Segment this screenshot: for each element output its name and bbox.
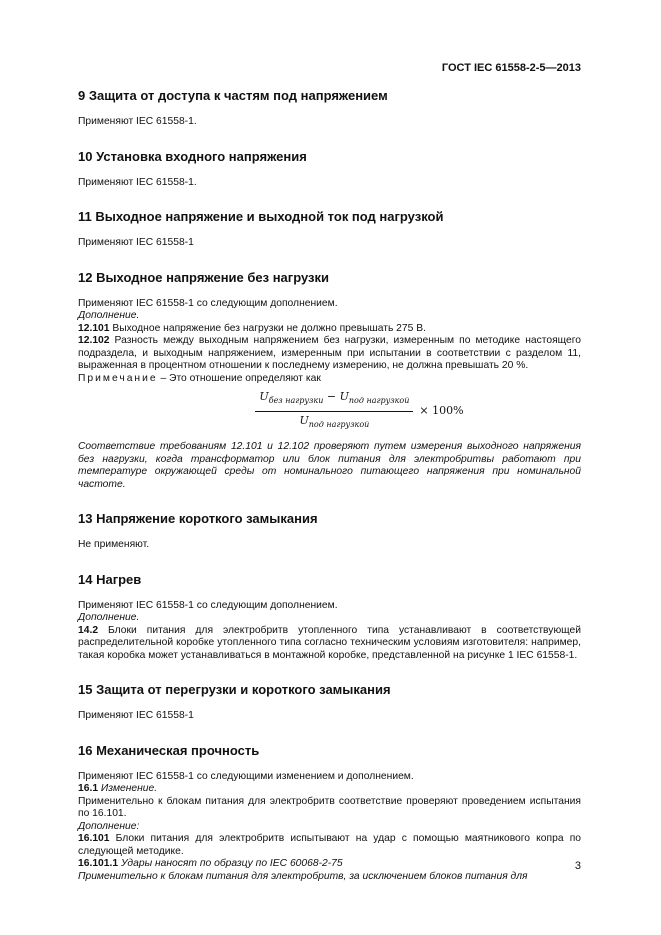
ratio-formula bbox=[138, 391, 581, 431]
section-16-addition-label: Дополнение: bbox=[78, 820, 140, 832]
clause-12-101-number: 12.101 bbox=[78, 322, 110, 334]
document-body bbox=[78, 88, 581, 883]
section-16-para-2: Применительно к блокам питания для электробритв соответствие проверяют проведением испытания по 16.101. bbox=[78, 795, 581, 820]
clause-12-102 bbox=[78, 335, 581, 373]
section-12-addition-label: Дополнение. bbox=[78, 310, 140, 321]
clause-12-102-number: 12.102 bbox=[78, 335, 110, 346]
page-number: 3 bbox=[574, 860, 581, 872]
note-text: – Это отношение определяют как bbox=[157, 372, 321, 384]
section-11-title: 11 Выходное напряжение и выходной ток под нагрузкой bbox=[78, 209, 444, 224]
clause-14-2 bbox=[78, 625, 581, 663]
section-16-title: 16 Механическая прочность bbox=[78, 742, 260, 758]
section-12-compliance: Соответствие требованиям 12.101 и 12.102 проверяют путем измерения выходного напряжения без нагрузки, когда трансформатор или блок питания для электробритвы работают при температуре окружающей среды от номинального питающего напряжения при номинальной частоте. bbox=[78, 441, 581, 490]
section-13-title: 13 Напряжение короткого замыкания bbox=[78, 511, 318, 527]
section-9-title: 9 Защита от доступа к частям под напряжением bbox=[78, 88, 388, 103]
clause-16-101-1-number: 16.101.1 bbox=[78, 858, 119, 870]
section-10-text: Применяют IEC 61558-1. bbox=[78, 176, 197, 188]
clause-16-101-number: 16.101 bbox=[78, 833, 110, 845]
section-14-title: 14 Нагрев bbox=[78, 571, 142, 587]
section-10-title: 10 Установка входного напряжения bbox=[78, 148, 307, 164]
section-14-addition-label: Дополнение. bbox=[78, 612, 140, 624]
note-label: Примечание bbox=[78, 372, 158, 384]
clause-16-101-1 bbox=[78, 858, 581, 871]
section-12-para-1: Применяют IEC 61558-1 со следующим дополнением. bbox=[78, 297, 338, 309]
document-code: ГОСТ IEC 61558-2-5—2013 bbox=[441, 62, 581, 74]
section-15-title: 15 Защита от перегрузки и короткого замыкания bbox=[78, 682, 391, 698]
clause-14-2-number: 14.2 bbox=[78, 624, 99, 636]
clause-12-101-text: Выходное напряжение без нагрузки не должно превышать 275 В. bbox=[109, 322, 426, 334]
section-16-para-1: Применяют IEC 61558-1 со следующими изменением и дополнением. bbox=[78, 770, 414, 782]
clause-14-2-text: Блоки питания для электробритв утопленного типа устанавливают в соответствующей распределительной коробке утопленного типа согласно техническим условиям изготовителя: например, такая коробка может устанавливаться в монтажной коробке, представленной на рисунке 1 IEC 61558-1. bbox=[78, 624, 581, 661]
clause-16-101-1-text: Удары наносят по образцу по IEC 60068-2-75 bbox=[118, 858, 343, 870]
section-12-title: 12 Выходное напряжение без нагрузки bbox=[78, 269, 329, 285]
clause-16-1-number: 16.1 bbox=[78, 783, 99, 795]
formula-numerator: $U_{без нагрузки} - U_{под нагрузкой}$ bbox=[255, 391, 413, 412]
formula-multiplier: × 100% bbox=[419, 403, 464, 417]
section-16-para-4: Применительно к блокам питания для электробритв, за исключением блоков питания для bbox=[78, 870, 528, 882]
clause-16-1-text: Изменение. bbox=[98, 783, 158, 795]
section-13-text: Не применяют. bbox=[78, 539, 150, 551]
section-9-text: Применяют IEC 61558-1. bbox=[78, 116, 197, 127]
clause-16-1 bbox=[78, 783, 581, 796]
clause-16-101-text: Блоки питания для электробритв испытывают на удар с помощью маятникового копра по следующей методике. bbox=[78, 833, 581, 857]
note-12 bbox=[78, 373, 581, 386]
section-11-text: Применяют IEC 61558-1 bbox=[78, 237, 194, 248]
clause-12-101 bbox=[78, 323, 581, 336]
clause-12-102-text: Разность между выходным напряжением без нагрузки, измеренным по методике настоящего подраздела, и выходным напряжением, измеренным при испытании в соответствии с разделом 11, выраженная в процентном отношении к последнему измерению, не должна превышать 20 %. bbox=[78, 335, 581, 371]
formula-denominator: $U_{под нагрузкой}$ bbox=[299, 413, 370, 429]
formula-fraction bbox=[255, 391, 413, 431]
section-14-para-1: Применяют IEC 61558-1 со следующим дополнением. bbox=[78, 599, 338, 611]
clause-16-101 bbox=[78, 833, 581, 858]
section-15-text: Применяют IEC 61558-1 bbox=[78, 710, 194, 722]
